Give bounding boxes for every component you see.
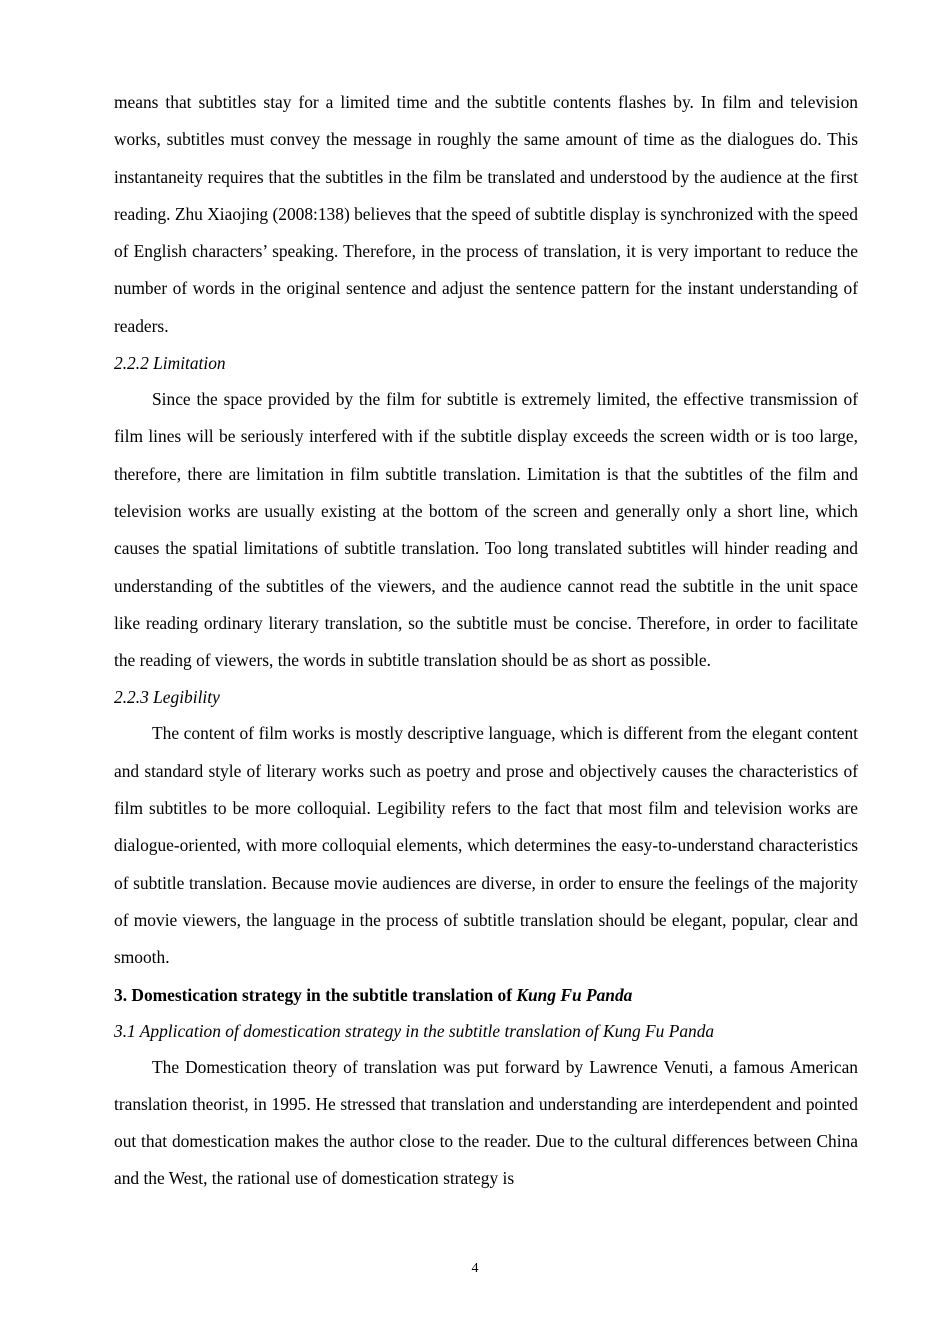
paragraph-domestication: The Domestication theory of translation was put forward by Lawrence Venuti, a famous American translation theorist, in 1995. He stressed that translation and understanding are interdependent and pointed out that domestication makes the author close to the reader. Due to the cultural differences between China and the West, the rational use of domestication strategy is <box>114 1056 858 1189</box>
document-page <box>114 84 858 1198</box>
section-heading-3-film-title: Kung Fu Panda <box>516 984 633 1005</box>
paragraph-legibility: The content of film works is mostly descriptive language, which is different from the elegant content and standard style of literary works such as poetry and prose and objectively causes the characteristics of film subtitles to be more colloquial. Legibility refers to the fact that most film and television works are dialogue-oriented, with more colloquial elements, which determines the easy-to-understand characteristics of subtitle translation. Because movie audiences are diverse, in order to ensure the feelings of the majority of movie viewers, the language in the process of subtitle translation should be elegant, popular, clear and smooth. <box>114 723 858 968</box>
section-heading-3-text: 3. Domestication strategy in the subtitle translation of <box>114 984 517 1005</box>
page-number: 4 <box>471 1261 479 1276</box>
subheading-legibility: 2.2.3 Legibility <box>114 687 220 708</box>
paragraph-limitation: Since the space provided by the film for subtitle is extremely limited, the effective transmission of film lines will be seriously interfered with if the subtitle display exceeds the screen width or is too large, therefore, there are limitation in film subtitle translation. Limitation is that the subtitles of the film and television works are usually existing at the bottom of the screen and generally only a short line, which causes the spatial limitations of subtitle translation. Too long translated subtitles will hinder reading and understanding of the subtitles of the viewers, and the audience cannot read the subtitle in the unit space like reading ordinary literary translation, so the subtitle must be concise. Therefore, in order to facilitate the reading of viewers, the words in subtitle translation should be as short as possible. <box>114 389 858 671</box>
section-heading-3 <box>114 977 858 1013</box>
subheading-limitation: 2.2.2 Limitation <box>114 353 226 374</box>
subheading-3-1: 3.1 Application of domestication strategy in the subtitle translation of Kung Fu Panda <box>114 1020 715 1041</box>
paragraph-continuation: means that subtitles stay for a limited time and the subtitle contents flashes by. In film and television works, subtitles must convey the message in roughly the same amount of time as the dialogues do. This instantaneity requires that the subtitles in the film be translated and understood by the audience at the first reading. Zhu Xiaojing (2008:138) believes that the speed of subtitle display is synchronized with the speed of English characters’ speaking. Therefore, in the process of translation, it is very important to reduce the number of words in the original sentence and adjust the sentence pattern for the instant understanding of readers. <box>114 92 858 336</box>
